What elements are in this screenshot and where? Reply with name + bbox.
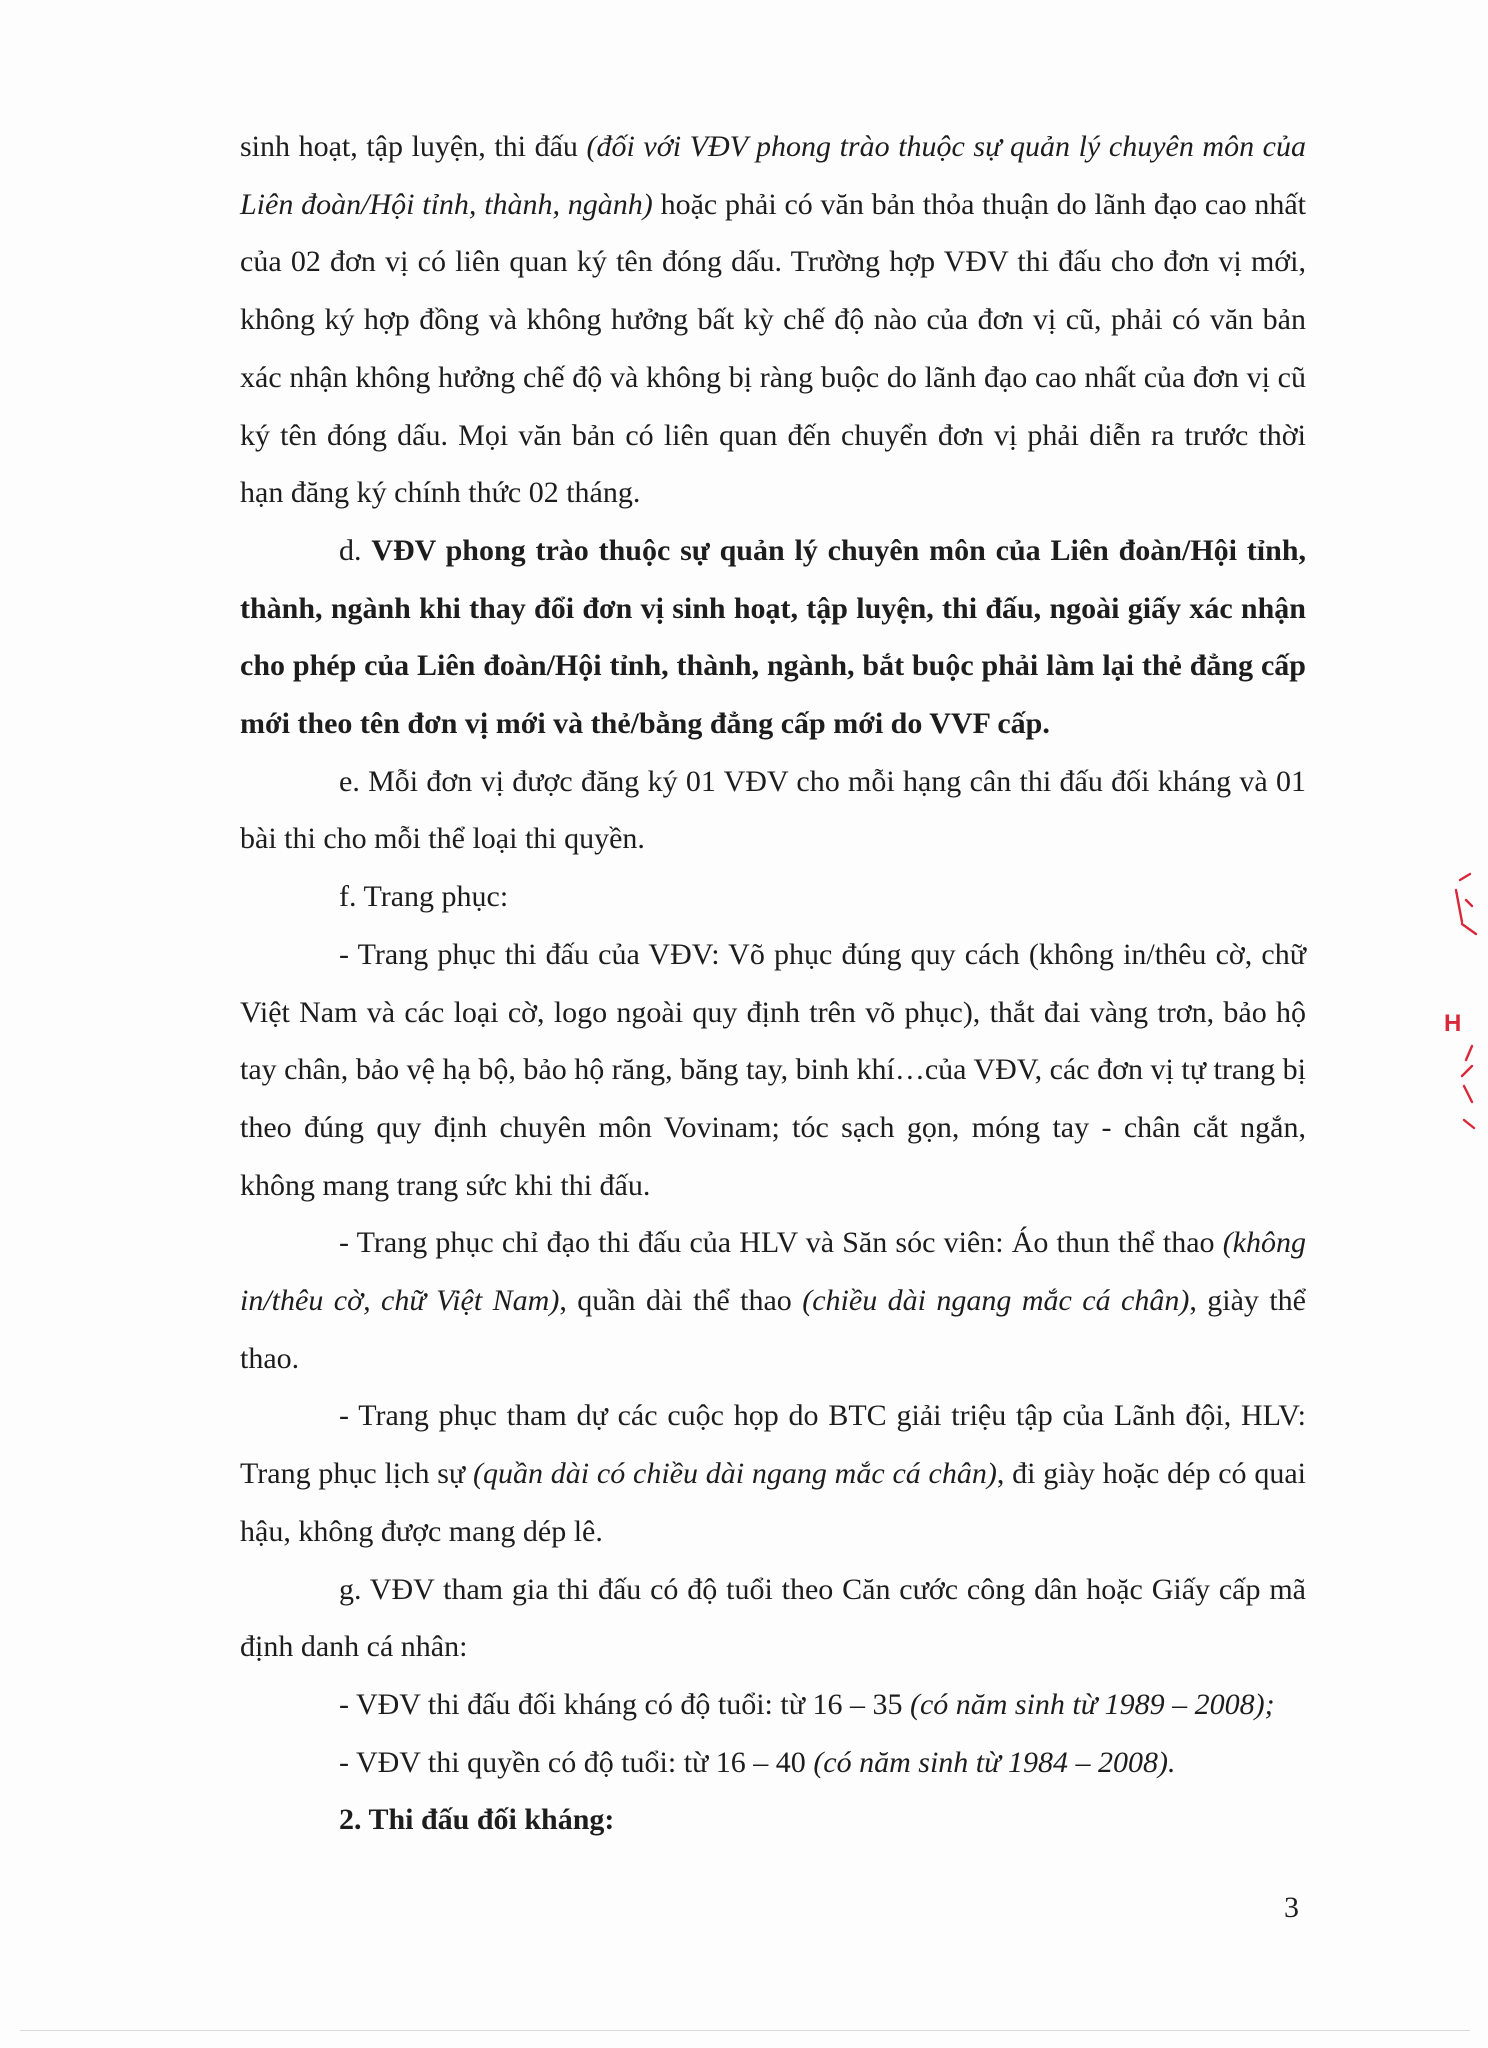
- paragraph: [240, 1791, 1306, 1849]
- paragraph: [240, 926, 1306, 1215]
- paragraph: [240, 1734, 1306, 1792]
- body-text: - VĐV thi đấu đối kháng có độ tuổi: từ 16 – 35: [339, 1687, 910, 1721]
- italic-text: (đối với VĐV phong trào thuộc sự quản lý chuyên môn của Liên đoàn/Hội tỉnh, thành, ngành): [240, 130, 1306, 221]
- italic-text: (không in/thêu cờ, chữ Việt Nam): [240, 1226, 1306, 1318]
- margin-tick-4: [1462, 924, 1476, 934]
- italic-text: (có năm sinh từ 1984 – 2008).: [813, 1745, 1176, 1779]
- paragraph: [240, 1214, 1306, 1387]
- margin-tick-5: [1466, 1046, 1472, 1060]
- italic-text: (quần dài có chiều dài ngang mắc cá chân): [472, 1457, 997, 1491]
- margin-tick-3: [1466, 900, 1472, 906]
- margin-tick-6: [1462, 1066, 1472, 1076]
- bold-text: 2. Thi đấu đối kháng:: [339, 1803, 615, 1837]
- paragraph: [240, 868, 1306, 926]
- paragraph: [240, 1387, 1306, 1560]
- margin-tick-2: [1456, 890, 1462, 922]
- body-text: - Trang phục chỉ đạo thi đấu của HLV và Săn sóc viên: Áo thun thể thao: [339, 1226, 1223, 1260]
- body-text: - Trang phục thi đấu của VĐV: Võ phục đúng quy cách (không in/thêu cờ, chữ Việt Nam và các loại cờ, logo ngoài quy định trên võ phục), thắt đai vàng trơn, bảo hộ tay chân, bảo vệ hạ bộ, bảo hộ răng, băng tay, binh khí…của VĐV, các đơn vị tự trang bị theo đúng quy định chuyên môn Vovinam; tóc sạch gọn, móng tay - chân cắt ngắn, không mang trang sức khi thi đấu.: [240, 937, 1306, 1202]
- margin-tick-8: [1464, 1120, 1474, 1128]
- page-number: 3: [1284, 1891, 1299, 1924]
- document-body: [240, 118, 1306, 1849]
- body-text: , giày thể thao.: [240, 1284, 1306, 1375]
- margin-tick-7: [1464, 1086, 1472, 1102]
- italic-text: (chiều dài ngang mắc cá chân): [802, 1284, 1190, 1318]
- body-text: g. VĐV tham gia thi đấu có độ tuổi theo Căn cước công dân hoặc Giấy cấp mã định danh cá nhân:: [240, 1572, 1306, 1664]
- body-text: - VĐV thi quyền có độ tuổi: từ 16 – 40: [339, 1745, 814, 1779]
- paragraph: [240, 1676, 1306, 1734]
- bold-text: VĐV phong trào thuộc sự quản lý chuyên môn của Liên đoàn/Hội tỉnh, thành, ngành khi thay đổi đơn vị sinh hoạt, tập luyện, thi đấu, ngoài giấy xác nhận cho phép của Liên đoàn/Hội tỉnh, thành, ngành, bắt buộc phải làm lại thẻ đẳng cấp mới theo tên đơn vị mới và thẻ/bằng đẳng cấp mới do VVF cấp.: [240, 533, 1307, 741]
- body-text: d.: [339, 533, 372, 567]
- paragraph: [240, 118, 1306, 522]
- page-bottom-edge: [20, 2030, 1470, 2031]
- body-text: - Trang phục tham dự các cuộc họp do BTC giải triệu tập của Lãnh đội, HLV: Trang phục lịch sự: [240, 1399, 1306, 1491]
- body-text: e. Mỗi đơn vị được đăng ký 01 VĐV cho mỗi hạng cân thi đấu đối kháng và 01 bài thi cho mỗi thể loại thi quyền.: [240, 764, 1306, 856]
- margin-letter: H: [1444, 1010, 1462, 1037]
- body-text: sinh hoạt, tập luyện, thi đấu: [240, 130, 587, 163]
- paragraph: [240, 1561, 1306, 1676]
- italic-text: (có năm sinh từ 1989 – 2008);: [909, 1687, 1275, 1721]
- paragraph: [240, 522, 1306, 753]
- body-text: f. Trang phục:: [339, 880, 509, 914]
- body-text: , quần dài thể thao: [559, 1284, 803, 1318]
- body-text: , đi giày hoặc dép có quai hậu, không được mang dép lê.: [240, 1457, 1307, 1548]
- body-text: hoặc phải có văn bản thỏa thuận do lãnh đạo cao nhất của 02 đơn vị có liên quan ký tên đóng dấu. Trường hợp VĐV thi đấu cho đơn vị mới, không ký hợp đồng và không hưởng bất kỳ chế độ nào của đơn vị cũ, phải có văn bản xác nhận không hưởng chế độ và không bị ràng buộc do lãnh đạo cao nhất của đơn vị cũ ký tên đóng dấu. Mọi văn bản có liên quan đến chuyển đơn vị phải diễn ra trước thời hạn đăng ký chính thức 02 tháng.: [240, 187, 1306, 510]
- paragraph: [240, 753, 1306, 868]
- margin-tick-1: [1460, 874, 1470, 880]
